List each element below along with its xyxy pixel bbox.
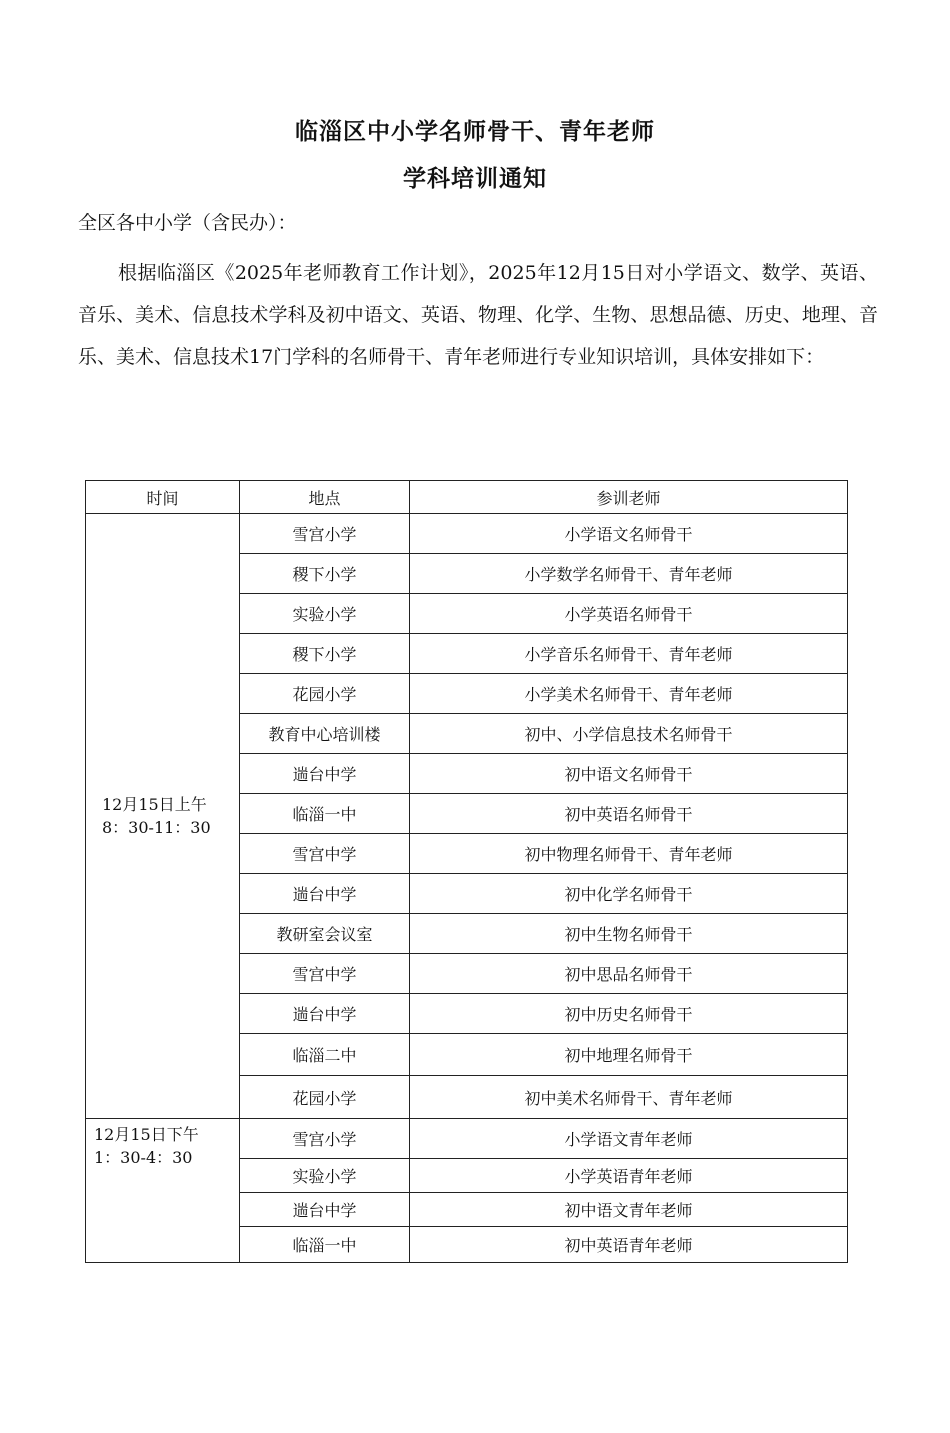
body-paragraph: 根据临淄区《2025年老师教育工作计划》，2025年12月15日对小学语文、数学、英语、音乐、美术、信息技术学科及初中语文、英语、物理、化学、生物、思想品德、历史、地理、音乐、美术、信息技术17门学科的名师骨干、青年老师进行专业知识培训，具体安排如下： <box>78 262 878 368</box>
teachers-cell: 初中生物名师骨干 <box>410 914 848 954</box>
teachers-cell: 初中物理名师骨干、青年老师 <box>410 834 848 874</box>
teachers-cell: 初中、小学信息技术名师骨干 <box>410 714 848 754</box>
morning-date: 12月15日上午 <box>102 795 207 814</box>
location-cell: 实验小学 <box>240 1159 410 1193</box>
teachers-cell: 小学英语青年老师 <box>410 1159 848 1193</box>
location-cell: 遄台中学 <box>240 754 410 794</box>
morning-time-cell <box>86 514 240 1119</box>
afternoon-date: 12月15日下午 <box>94 1125 199 1144</box>
location-cell: 临淄二中 <box>240 1034 410 1076</box>
teachers-cell: 初中语文名师骨干 <box>410 754 848 794</box>
header-location: 地点 <box>240 481 410 514</box>
location-cell: 遄台中学 <box>240 1193 410 1227</box>
location-cell: 花园小学 <box>240 674 410 714</box>
location-cell: 花园小学 <box>240 1076 410 1119</box>
location-cell: 教育中心培训楼 <box>240 714 410 754</box>
teachers-cell: 小学数学名师骨干、青年老师 <box>410 554 848 594</box>
teachers-cell: 初中英语青年老师 <box>410 1227 848 1263</box>
afternoon-hours: 1：30-4：30 <box>94 1148 193 1167</box>
location-cell: 实验小学 <box>240 594 410 634</box>
location-cell: 教研室会议室 <box>240 914 410 954</box>
location-cell: 稷下小学 <box>240 634 410 674</box>
location-cell: 雪宫中学 <box>240 834 410 874</box>
document-title-line1: 临淄区中小学名师骨干、青年老师 <box>295 119 655 145</box>
location-cell: 雪宫小学 <box>240 1119 410 1159</box>
teachers-cell: 小学语文青年老师 <box>410 1119 848 1159</box>
morning-hours: 8：30-11：30 <box>102 818 211 837</box>
location-cell: 临淄一中 <box>240 794 410 834</box>
teachers-cell: 小学美术名师骨干、青年老师 <box>410 674 848 714</box>
location-cell: 临淄一中 <box>240 1227 410 1263</box>
location-cell: 雪宫小学 <box>240 514 410 554</box>
teachers-cell: 初中语文青年老师 <box>410 1193 848 1227</box>
teachers-cell: 小学英语名师骨干 <box>410 594 848 634</box>
teachers-cell: 初中历史名师骨干 <box>410 994 848 1034</box>
document-title-line2: 学科培训通知 <box>403 166 547 192</box>
location-cell: 遄台中学 <box>240 994 410 1034</box>
teachers-cell: 初中思品名师骨干 <box>410 954 848 994</box>
schedule-table <box>85 480 848 1263</box>
teachers-cell: 小学音乐名师骨干、青年老师 <box>410 634 848 674</box>
table-row <box>86 1119 848 1159</box>
header-time: 时间 <box>86 481 240 514</box>
table-header-row <box>86 481 848 514</box>
afternoon-time-cell <box>86 1119 240 1263</box>
teachers-cell: 小学语文名师骨干 <box>410 514 848 554</box>
teachers-cell: 初中英语名师骨干 <box>410 794 848 834</box>
teachers-cell: 初中化学名师骨干 <box>410 874 848 914</box>
salutation: 全区各中小学（含民办）： <box>78 212 297 234</box>
header-teachers: 参训老师 <box>410 481 848 514</box>
teachers-cell: 初中美术名师骨干、青年老师 <box>410 1076 848 1119</box>
location-cell: 雪宫中学 <box>240 954 410 994</box>
table-row <box>86 514 848 554</box>
location-cell: 稷下小学 <box>240 554 410 594</box>
location-cell: 遄台中学 <box>240 874 410 914</box>
teachers-cell: 初中地理名师骨干 <box>410 1034 848 1076</box>
